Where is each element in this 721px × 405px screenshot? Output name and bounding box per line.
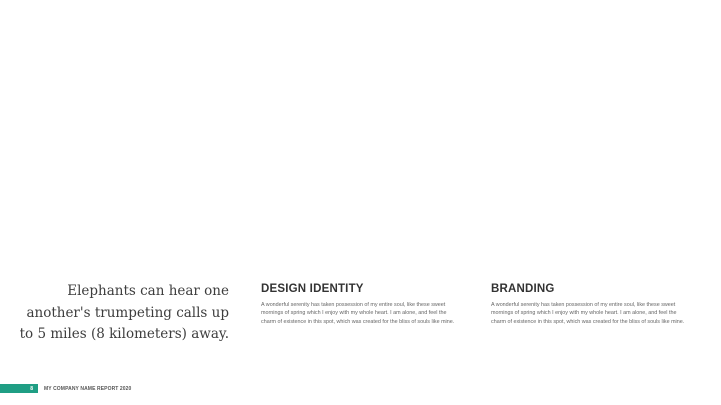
section-heading: DESIGN IDENTITY: [261, 283, 364, 295]
section-body: A wonderful serenity has taken possession of my entire soul, like these sweet mornings of spring which I enjoy with my whole heart. I am alone, and feel the charm of existence in this spot, which was created for the bliss of souls like mine.: [491, 302, 685, 325]
section-heading: BRANDING: [491, 283, 555, 295]
page-footer: [0, 384, 131, 393]
branding-section: [491, 283, 691, 326]
footer-label: MY COMPANY NAME REPORT 2020: [44, 385, 132, 392]
page-number-badge: [0, 384, 38, 393]
pull-quote: Elephants can hear one another's trumpeting calls up to 5 miles (8 kilometers) away.: [19, 283, 229, 342]
section-body: A wonderful serenity has taken possession of my entire soul, like these sweet mornings of spring which I enjoy with my whole heart. I am alone, and feel the charm of existence in this spot, which was created for the bliss of souls like mine.: [261, 302, 455, 325]
design-identity-section: [261, 283, 461, 326]
page-number: 8: [30, 385, 33, 392]
